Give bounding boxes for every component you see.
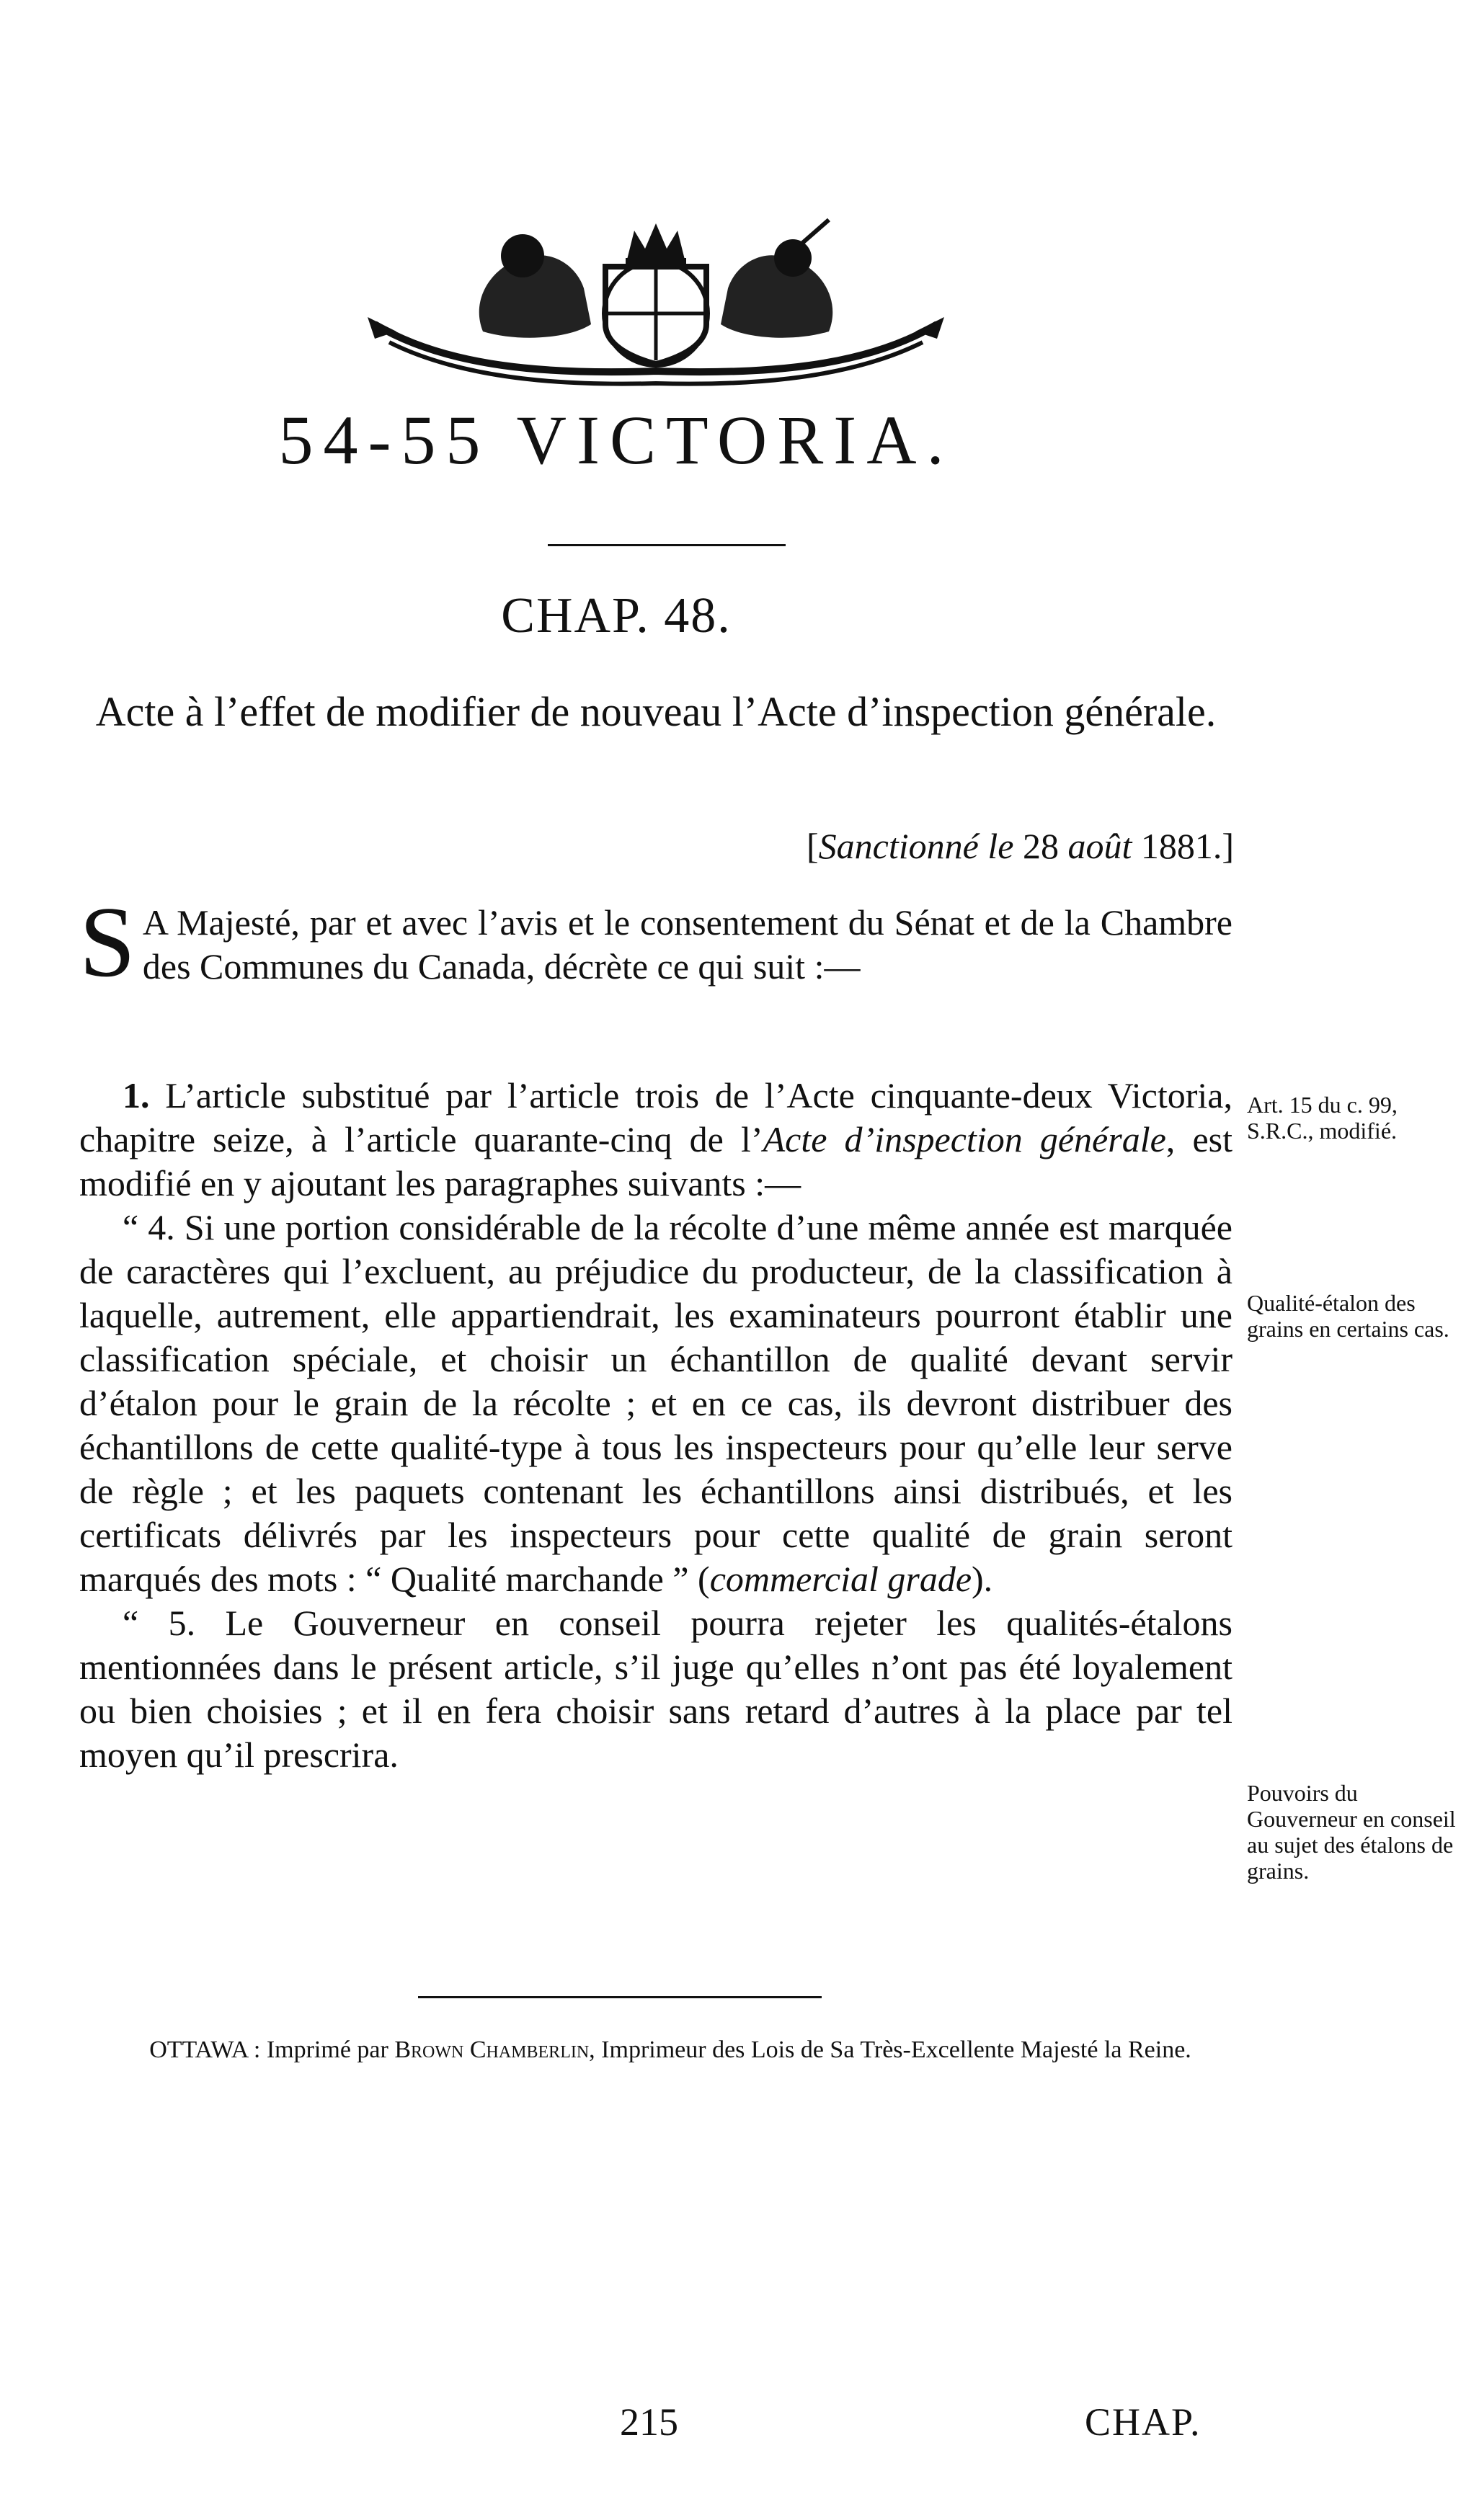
page-number: 215 [620,2400,678,2444]
section-1-lead: 1. L’article substitué par l’article trois de l’Acte cinquante-deux Victoria, chapitre seize, à l’article quarante-cinq de l’Acte d’inspection générale, est modifié en y ajoutant les paragraphes suivants :— [79,1075,1232,1203]
imprint-divider [418,1996,822,1998]
section-1 [79,1074,1232,1777]
act-title: Acte à l’effet de modifier de nouveau l’Acte d’inspection générale. [95,688,1217,735]
marginal-note-amended-article: Art. 15 du c. 99, S.R.C., modifié. [1247,1092,1398,1144]
section-number: 1. [123,1075,150,1116]
chapter-heading: CHAP. 48. [501,588,732,644]
marginal-note-standard-grain: Qualité-étalon des grains en certains cas. [1247,1290,1449,1342]
paragraph-5: “ 5. Le Gouverneur en conseil pourra rejeter les qualités-étalons mentionnées dans le présent article, s’il juge qu’elles n’ont pas été loyalement ou bien choisies ; et il en fera choisir sans retard d’autres à la place par tel moyen qu’il prescrira. [79,1603,1232,1775]
printer-imprint: OTTAWA : Imprimé par Brown Chamberlin, Imprimeur des Lois de Sa Très-Excellente Majesté la Reine. [149,2036,1191,2063]
volume-title: 54-55 VICTORIA. [278,401,954,478]
enacting-text: A Majesté, par et avec l’avis et le consentement du Sénat et de la Chambre des Communes du Canada, décrète ce qui suit :— [142,902,1232,987]
royal-coat-of-arms-icon [360,216,951,389]
catchword: CHAP. [1085,2400,1202,2444]
drop-cap: S [79,886,136,998]
paragraph-4: “ 4. Si une portion considérable de la récolte d’une même année est marquée de caractères qui l’excluent, au préjudice du producteur, de la classification à laquelle, autrement, elle appartiendrait, les examinateurs pourront établir une classification spéciale, et choisir un échantillon de qualité devant servir d’étalon pour le grain de la récolte ; et en ce cas, ils devront distribuer des échantillons de cette qualité-type à tous les inspecteurs pour qu’elle leur serve de règle ; et les paquets contenant les échantillons ainsi distribués, et les certificats délivrés par les inspecteurs pour cette qualité de grain seront marqués des mots : “ Qualité marchande ” (commercial grade). [79,1207,1232,1599]
marginal-note-governor-powers: Pouvoirs du Gouverneur en conseil au sujet des étalons de grains. [1247,1780,1456,1884]
sanction-date: [Sanctionné le 28 août 1881.] [807,826,1234,866]
title-divider [548,544,786,546]
enacting-clause [79,886,1232,998]
